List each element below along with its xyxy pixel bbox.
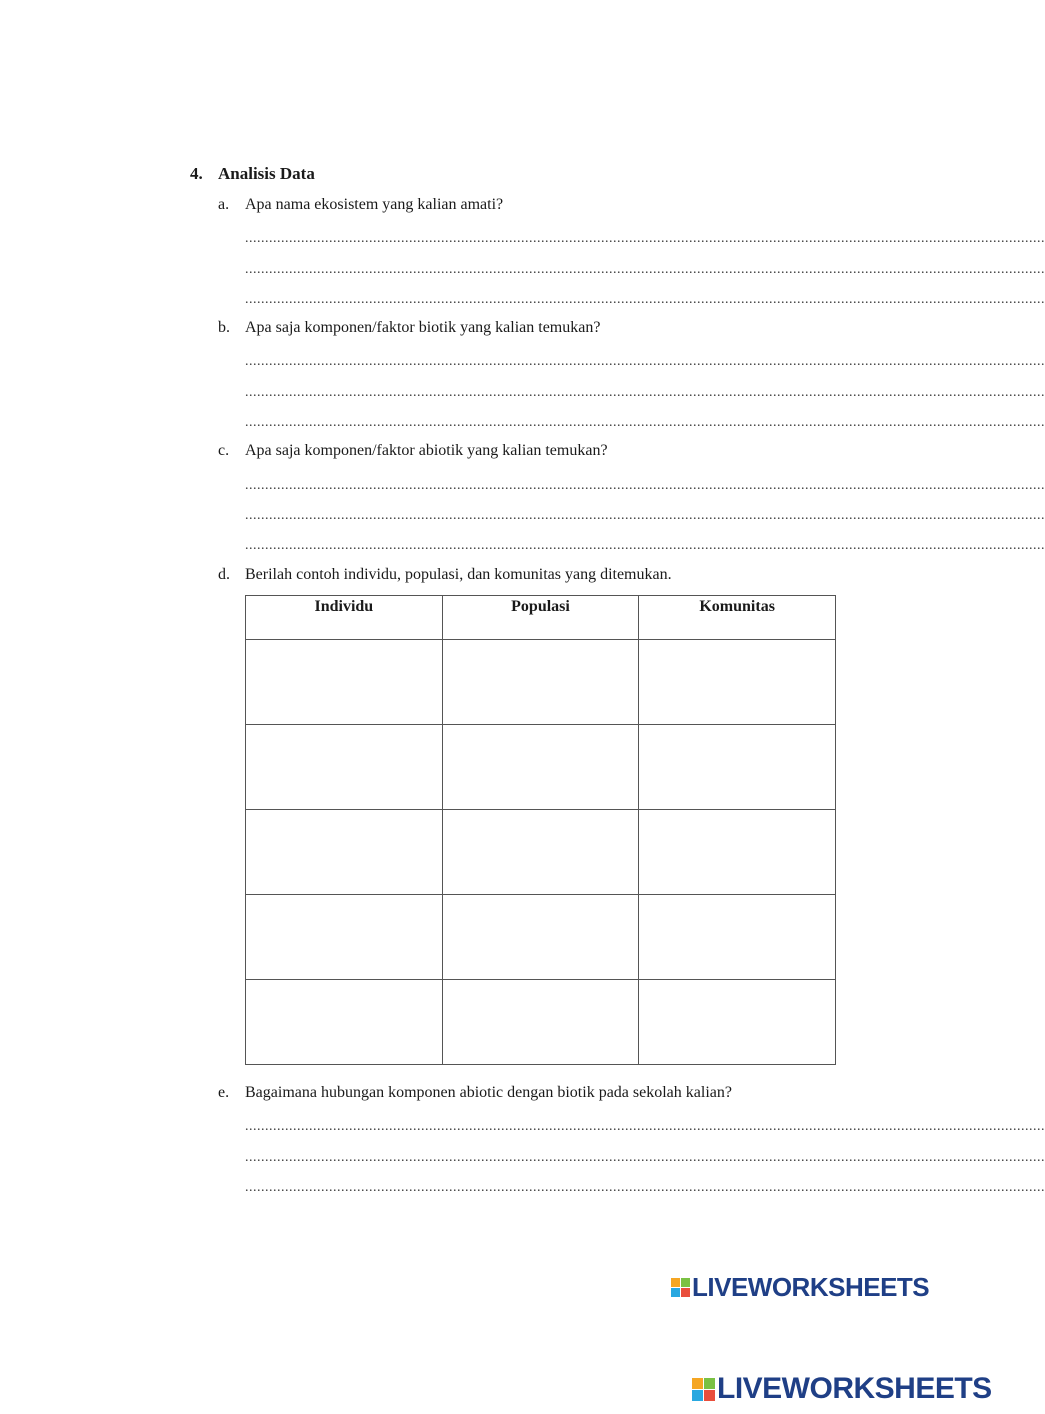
answer-line-a3[interactable]: ........................................................................................................................................................................................................ bbox=[245, 292, 1045, 307]
header-individu: Individu bbox=[246, 596, 443, 640]
answer-line-e2[interactable]: ........................................................................................................................................................................................................ bbox=[245, 1150, 1045, 1165]
cell-populasi[interactable] bbox=[442, 725, 639, 810]
answer-line-c2[interactable]: ........................................................................................................................................................................................................ bbox=[245, 508, 1045, 523]
section-heading bbox=[190, 164, 315, 184]
header-populasi: Populasi bbox=[442, 596, 639, 640]
answer-line-e1[interactable]: ........................................................................................................................................................................................................ bbox=[245, 1119, 1045, 1134]
question-text: Apa saja komponen/faktor biotik yang kalian temukan? bbox=[245, 319, 601, 336]
cell-individu[interactable] bbox=[246, 725, 443, 810]
cell-komunitas[interactable] bbox=[639, 895, 836, 980]
cell-individu[interactable] bbox=[246, 980, 443, 1065]
liveworksheets-logo bbox=[692, 1372, 992, 1406]
answer-line-a2[interactable]: ........................................................................................................................................................................................................ bbox=[245, 262, 1045, 277]
cell-populasi[interactable] bbox=[442, 895, 639, 980]
liveworksheets-logo-icon bbox=[692, 1378, 715, 1401]
question-letter: b. bbox=[218, 319, 230, 336]
answer-line-b3[interactable]: ........................................................................................................................................................................................................ bbox=[245, 415, 1045, 430]
cell-populasi[interactable] bbox=[442, 810, 639, 895]
question-text: Berilah contoh individu, populasi, dan komunitas yang ditemukan. bbox=[245, 566, 672, 583]
liveworksheets-logo-icon bbox=[671, 1278, 690, 1297]
cell-individu[interactable] bbox=[246, 895, 443, 980]
question-c bbox=[218, 442, 608, 460]
table-row bbox=[246, 640, 836, 725]
question-letter: e. bbox=[218, 1084, 230, 1101]
header-komunitas: Komunitas bbox=[639, 596, 836, 640]
brand-name: LIVEWORKSHEETS bbox=[692, 1272, 930, 1302]
answer-line-e3[interactable]: ........................................................................................................................................................................................................ bbox=[245, 1180, 1045, 1195]
section-title: Analisis Data bbox=[218, 164, 315, 183]
answer-line-b2[interactable]: ........................................................................................................................................................................................................ bbox=[245, 385, 1045, 400]
question-d bbox=[218, 566, 672, 584]
section-number: 4. bbox=[190, 164, 203, 183]
brand-name: LIVEWORKSHEETS bbox=[717, 1372, 992, 1405]
table-row bbox=[246, 895, 836, 980]
question-a bbox=[218, 196, 503, 214]
question-b bbox=[218, 319, 600, 337]
answer-line-c1[interactable]: ........................................................................................................................................................................................................ bbox=[245, 478, 1045, 493]
question-text: Apa nama ekosistem yang kalian amati? bbox=[245, 196, 504, 213]
table-header-row bbox=[246, 596, 836, 640]
cell-komunitas[interactable] bbox=[639, 980, 836, 1065]
answer-line-a1[interactable]: ........................................................................................................................................................................................................ bbox=[245, 231, 1045, 246]
question-text: Bagaimana hubungan komponen abiotic dengan biotik pada sekolah kalian? bbox=[245, 1084, 732, 1101]
cell-komunitas[interactable] bbox=[639, 810, 836, 895]
question-e bbox=[218, 1084, 732, 1102]
cell-individu[interactable] bbox=[246, 810, 443, 895]
observation-table bbox=[245, 595, 836, 1065]
question-letter: c. bbox=[218, 442, 230, 459]
cell-individu[interactable] bbox=[246, 640, 443, 725]
table-row bbox=[246, 725, 836, 810]
cell-populasi[interactable] bbox=[442, 980, 639, 1065]
question-letter: d. bbox=[218, 566, 230, 583]
answer-line-c3[interactable]: ........................................................................................................................................................................................................ bbox=[245, 538, 1045, 553]
question-letter: a. bbox=[218, 196, 230, 213]
cell-komunitas[interactable] bbox=[639, 725, 836, 810]
cell-populasi[interactable] bbox=[442, 640, 639, 725]
cell-komunitas[interactable] bbox=[639, 640, 836, 725]
table-row bbox=[246, 980, 836, 1065]
table-row bbox=[246, 810, 836, 895]
answer-line-b1[interactable]: ........................................................................................................................................................................................................ bbox=[245, 354, 1045, 369]
question-text: Apa saja komponen/faktor abiotik yang kalian temukan? bbox=[245, 442, 608, 459]
liveworksheets-logo bbox=[671, 1272, 929, 1303]
